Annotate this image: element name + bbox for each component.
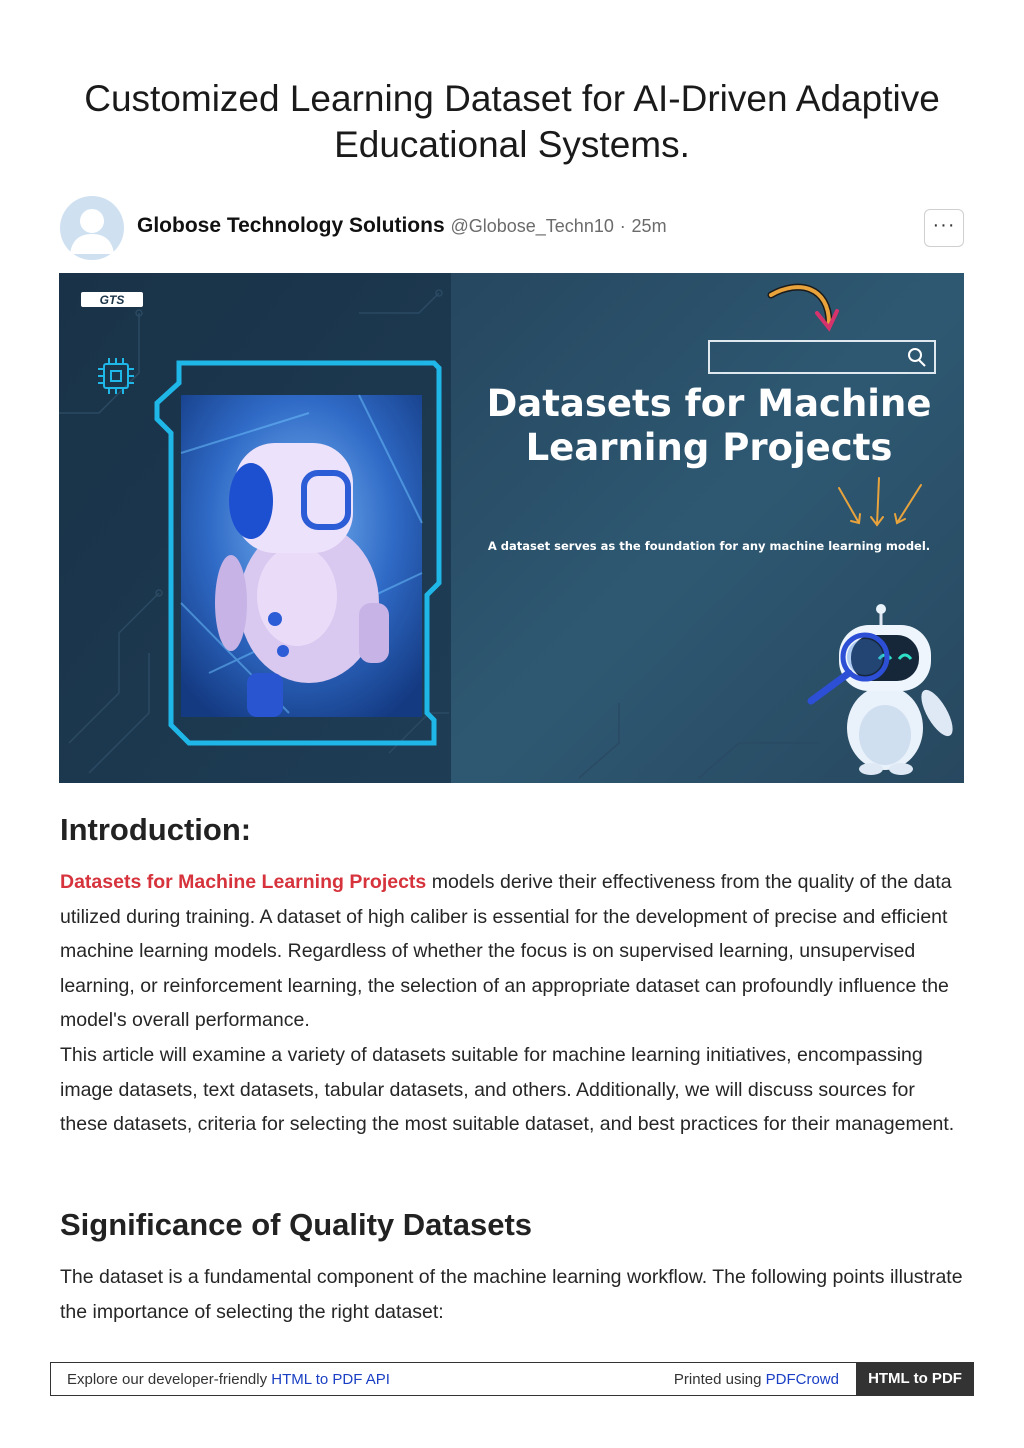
introduction-paragraph-1: [60, 865, 964, 1038]
author-name[interactable]: Globose Technology Solutions: [137, 214, 445, 237]
logo-text: GTS: [99, 293, 125, 307]
html-to-pdf-api-link[interactable]: HTML to PDF API: [271, 1371, 390, 1388]
avatar[interactable]: [60, 196, 124, 260]
post-time: 25m: [631, 216, 667, 236]
hero-image: [59, 273, 964, 783]
datasets-link[interactable]: Datasets for Machine Learning Projects: [60, 871, 427, 893]
introduction-paragraph-2: This article will examine a variety of datasets suitable for machine learning initiatives, encompassing image datasets, text datasets, tabular datasets, and others. Additionally, we will discuss sources for these datasets, criteria for selecting the most suitable dataset, and best practices for their management.: [60, 1044, 955, 1136]
introduction-paragraph-1-text: models derive their effectiveness from the quality of the data utilized during training. A dataset of high caliber is essential for the development of precise and efficient machine learning models. Regardless of whether the focus is on supervised learning, unsupervised learning, or reinforcement learning, the selection of an appropriate dataset can profoundly influence the model's overall performance.: [60, 871, 952, 1032]
hero-headline-line1: Datasets for Machine: [486, 382, 932, 425]
footer-right-text: Printed using: [673, 1371, 766, 1388]
meta-separator: ·: [619, 216, 626, 236]
more-options-button[interactable]: ···: [924, 209, 964, 247]
hero-graphic: [59, 273, 964, 783]
pdfcrowd-footer: [50, 1362, 974, 1396]
footer-right: [674, 1371, 839, 1388]
introduction-heading: Introduction:: [60, 812, 252, 847]
gts-logo: [81, 292, 143, 307]
footer-left-text: Explore our developer-friendly: [67, 1371, 272, 1388]
hero-tagline: A dataset serves as the foundation for any machine learning model.: [487, 539, 931, 553]
pdfcrowd-link[interactable]: PDFCrowd: [765, 1371, 839, 1388]
author-meta: [137, 214, 667, 238]
author-row: [60, 196, 964, 262]
significance-paragraph: The dataset is a fundamental component of the machine learning workflow. The following points illustrate the importance of selecting the right dataset:: [60, 1266, 963, 1323]
html-to-pdf-button[interactable]: HTML to PDF: [856, 1362, 974, 1396]
footer-left: [67, 1371, 390, 1388]
hero-headline-line2: Learning Projects: [525, 426, 893, 469]
page-title: Customized Learning Dataset for AI-Driven Adaptive Educational Systems.: [84, 78, 940, 165]
author-handle[interactable]: @Globose_Techn10: [450, 216, 614, 236]
significance-heading: Significance of Quality Datasets: [60, 1207, 533, 1242]
user-icon: [60, 196, 124, 260]
